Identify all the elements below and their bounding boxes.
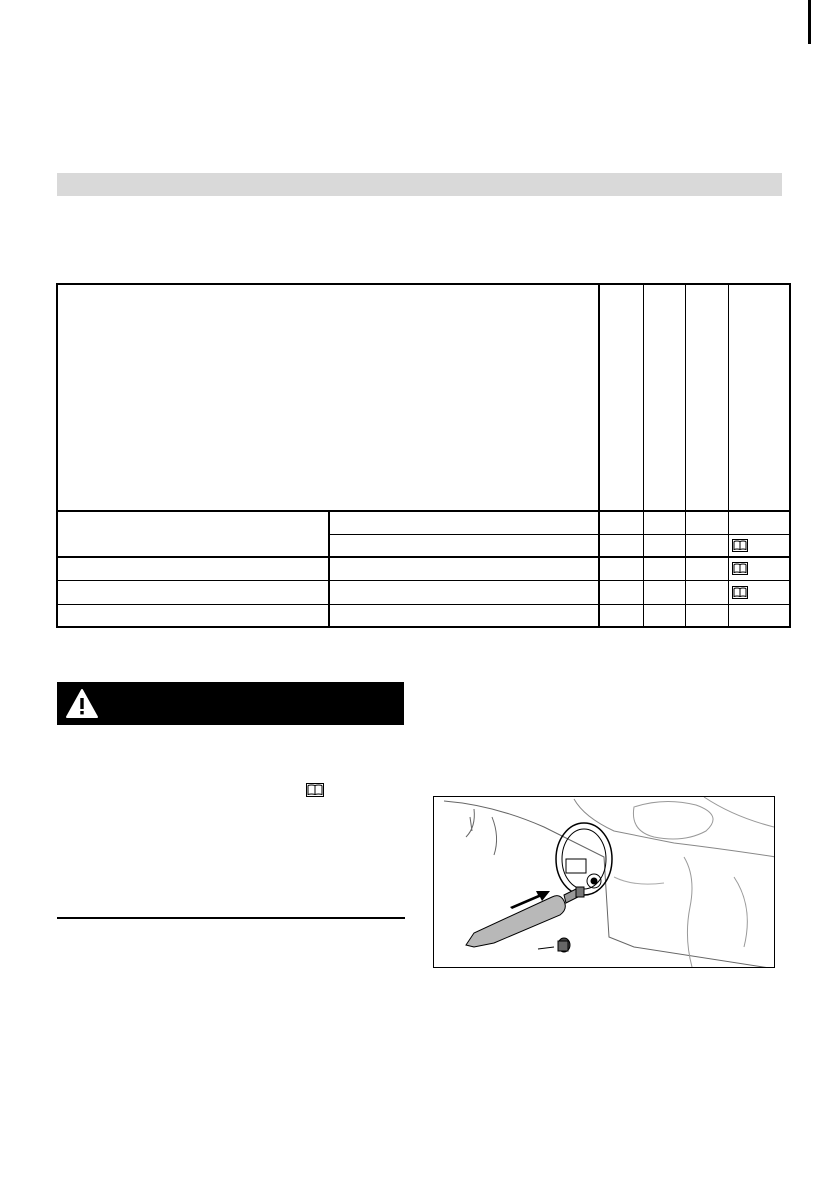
table-cell-component	[57, 604, 329, 627]
table-cell-check	[685, 557, 728, 580]
table-cell-check	[643, 604, 685, 627]
table-cell-check	[685, 534, 728, 557]
table-header-interval-1	[599, 284, 643, 511]
table-cell-reference	[728, 511, 790, 534]
section-divider	[57, 917, 405, 919]
table-cell-component	[57, 511, 329, 557]
table-cell-check	[685, 580, 728, 604]
table-header-interval-2	[643, 284, 685, 511]
table-cell-reference	[728, 534, 790, 557]
table-cell-check	[643, 557, 685, 580]
table-cell-action	[329, 557, 599, 580]
table-cell-action	[329, 511, 599, 534]
table-header-description	[57, 284, 599, 511]
maintenance-table	[56, 283, 791, 628]
table-cell-check	[599, 604, 643, 627]
table-cell-reference	[728, 557, 790, 580]
table-cell-check	[599, 557, 643, 580]
table-cell-action	[329, 580, 599, 604]
table-cell-check	[643, 534, 685, 557]
table-cell-action	[329, 534, 599, 557]
section-heading-bar	[57, 173, 782, 196]
table-cell-reference	[728, 604, 790, 627]
table-cell-check	[599, 580, 643, 604]
table-cell-check	[599, 534, 643, 557]
table-header-interval-3	[685, 284, 728, 511]
table-cell-check	[685, 511, 728, 534]
grease-tube-illustration	[433, 796, 775, 968]
grease-fitting-diagram	[434, 797, 775, 968]
warning-header	[57, 682, 404, 725]
book-icon	[732, 539, 748, 552]
table-cell-check	[685, 604, 728, 627]
page-corner-marker	[808, 0, 811, 44]
table-header-reference	[728, 284, 790, 511]
warning-triangle-icon	[65, 687, 99, 720]
table-cell-component	[57, 580, 329, 604]
table-cell-component	[57, 557, 329, 580]
table-cell-check	[599, 511, 643, 534]
table-cell-reference	[728, 580, 790, 604]
table-cell-check	[643, 580, 685, 604]
book-icon	[732, 562, 748, 575]
table-cell-action	[329, 604, 599, 627]
book-icon	[732, 586, 748, 599]
book-icon	[306, 783, 324, 797]
table-cell-check	[643, 511, 685, 534]
